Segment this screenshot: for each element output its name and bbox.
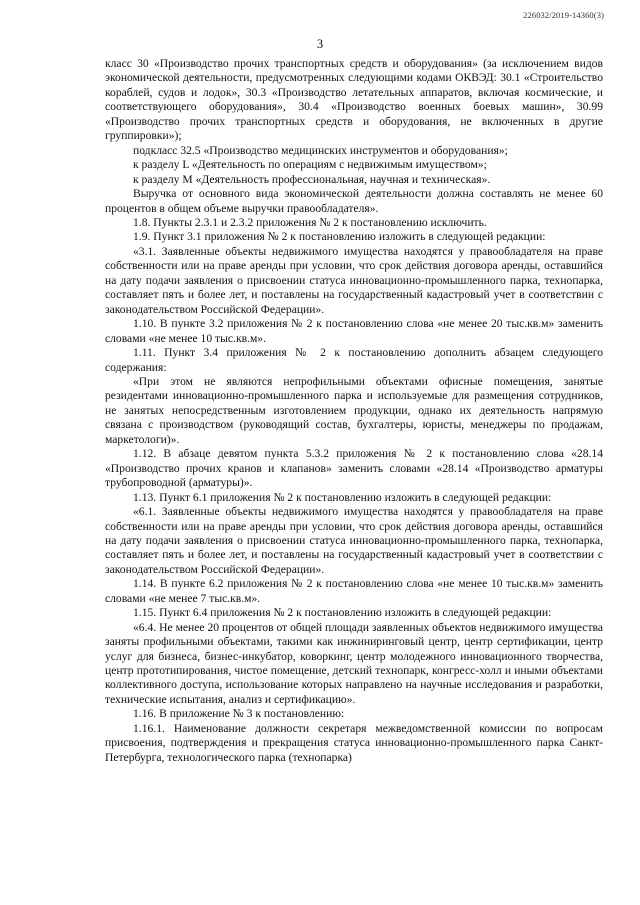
paragraph-item-1-15: 1.15. Пункт 6.4 приложения № 2 к постановлению изложить в следующей редакции: [133, 606, 552, 620]
paragraph-quote-offices: «При этом не являются непрофильными объектами офисные помещения, занятые резидентами инновационно-промышленного парка и используемые для размещения сотрудников, не занятых непосредственным изготовлением продукции, однако их деятельность напрямую связана с производством (руководящий состав, бухгалтеры, юристы, менеджеры по продажам, маркетологи)». [105, 374, 603, 446]
document-registration-code: 226032/2019-14360(3) [523, 10, 604, 20]
paragraph-section-l: к разделу L «Деятельность по операциям с недвижимым имуществом»; [133, 158, 487, 172]
paragraph-item-1-11: 1.11. Пункт 3.4 приложения № 2 к постановлению дополнить абзацем следующего содержания: [105, 346, 603, 374]
paragraph-quote-6-1: «6.1. Заявленные объекты недвижимого имущества находятся у правообладателя на праве собственности или на праве аренды при условии, что срок действия договора аренды, оставшийся на дату подачи заявления о присвоении статуса инновационно-промышленного парка, технопарка, составляет пять и более лет, и поставлены на государственный кадастровый учет в соответствии с законодательством Российской Федерации». [105, 505, 603, 576]
paragraph-item-1-16: 1.16. В приложение № 3 к постановлению: [133, 707, 345, 721]
paragraph-item-1-9: 1.9. Пункт 3.1 приложения № 2 к постановлению изложить в следующей редакции: [133, 230, 546, 244]
paragraph-item-1-12: 1.12. В абзаце девятом пункта 5.3.2 приложения № 2 к постановлению слова «28.14 «Производство прочих кранов и клапанов» заменить словами «28.14 «Производство арматуры трубопроводной (арматуры)». [105, 447, 603, 490]
paragraph-revenue-requirement: Выручка от основного вида экономической деятельности должна составлять не менее 60 процентов в общем объеме выручки правообладателя». [105, 187, 603, 215]
paragraph-item-1-13: 1.13. Пункт 6.1 приложения № 2 к постановлению изложить в следующей редакции: [133, 490, 552, 504]
paragraph-quote-3-1: «3.1. Заявленные объекты недвижимого имущества находятся у правообладателя на праве собственности или на праве аренды при условии, что срок действия договора аренды, оставшийся на дату подачи заявления о присвоении статуса инновационно-промышленного парка, технопарка, составляет пять и более лет, и поставлены на государственный кадастровый учет в соответствии с законодательством Российской Федерации». [105, 244, 603, 316]
paragraph-item-1-14: 1.14. В пункте 6.2 приложения № 2 к постановлению слова «не менее 10 тыс.кв.м» заменить словами «не менее 7 тыс.кв.м». [105, 577, 603, 605]
paragraph-item-1-16-1: 1.16.1. Наименование должности секретаря межведомственной комиссии по вопросам присвоения, подтверждения и прекращения статуса инновационно-промышленного парка Санкт-Петербурга, технологического парка (технопарка) [105, 721, 603, 764]
paragraph-class-30: класс 30 «Производство прочих транспортных средств и оборудования» (за исключением видов экономической деятельности, предусмотренных следующими кодами ОКВЭД: 30.1 «Строительство кораблей, судов и лодок», 30.3 «Производство летательных аппаратов, включая космические, и соответствующего оборудования», 30.4 «Производство военных боевых машин», 30.99 «Производство прочих транспортных средств и оборудования, не включенных в другие группировки»); [105, 57, 603, 143]
paragraph-section-m: к разделу M «Деятельность профессиональная, научная и техническая». [133, 172, 491, 186]
paragraph-item-1-10: 1.10. В пункте 3.2 приложения № 2 к постановлению слова «не менее 20 тыс.кв.м» заменить словами «не менее 10 тыс.кв.м». [105, 317, 603, 345]
paragraph-subclass-32-5: подкласс 32.5 «Производство медицинских инструментов и оборудования»; [133, 143, 508, 157]
page-number: 3 [316, 37, 324, 51]
paragraph-item-1-8: 1.8. Пункты 2.3.1 и 2.3.2 приложения № 2 к постановлению исключить. [133, 215, 487, 229]
paragraph-quote-6-4: «6.4. Не менее 20 процентов от общей площади заявленных объектов недвижимого имущества заняты профильными объектами, такими как инжиниринговый центр, центр сертификации, центр услуг для бизнеса, бизнес-инкубатор, коворкинг, центр молодежного инновационного творчества, центр прототипирования, чистое помещение, детский технопарк, конгресс-холл и иными объектами коллективного доступа, использование которых направлено на научные исследования и разработки, технические испытания, анализ и сертификацию». [105, 620, 603, 706]
document-body [105, 57, 603, 765]
